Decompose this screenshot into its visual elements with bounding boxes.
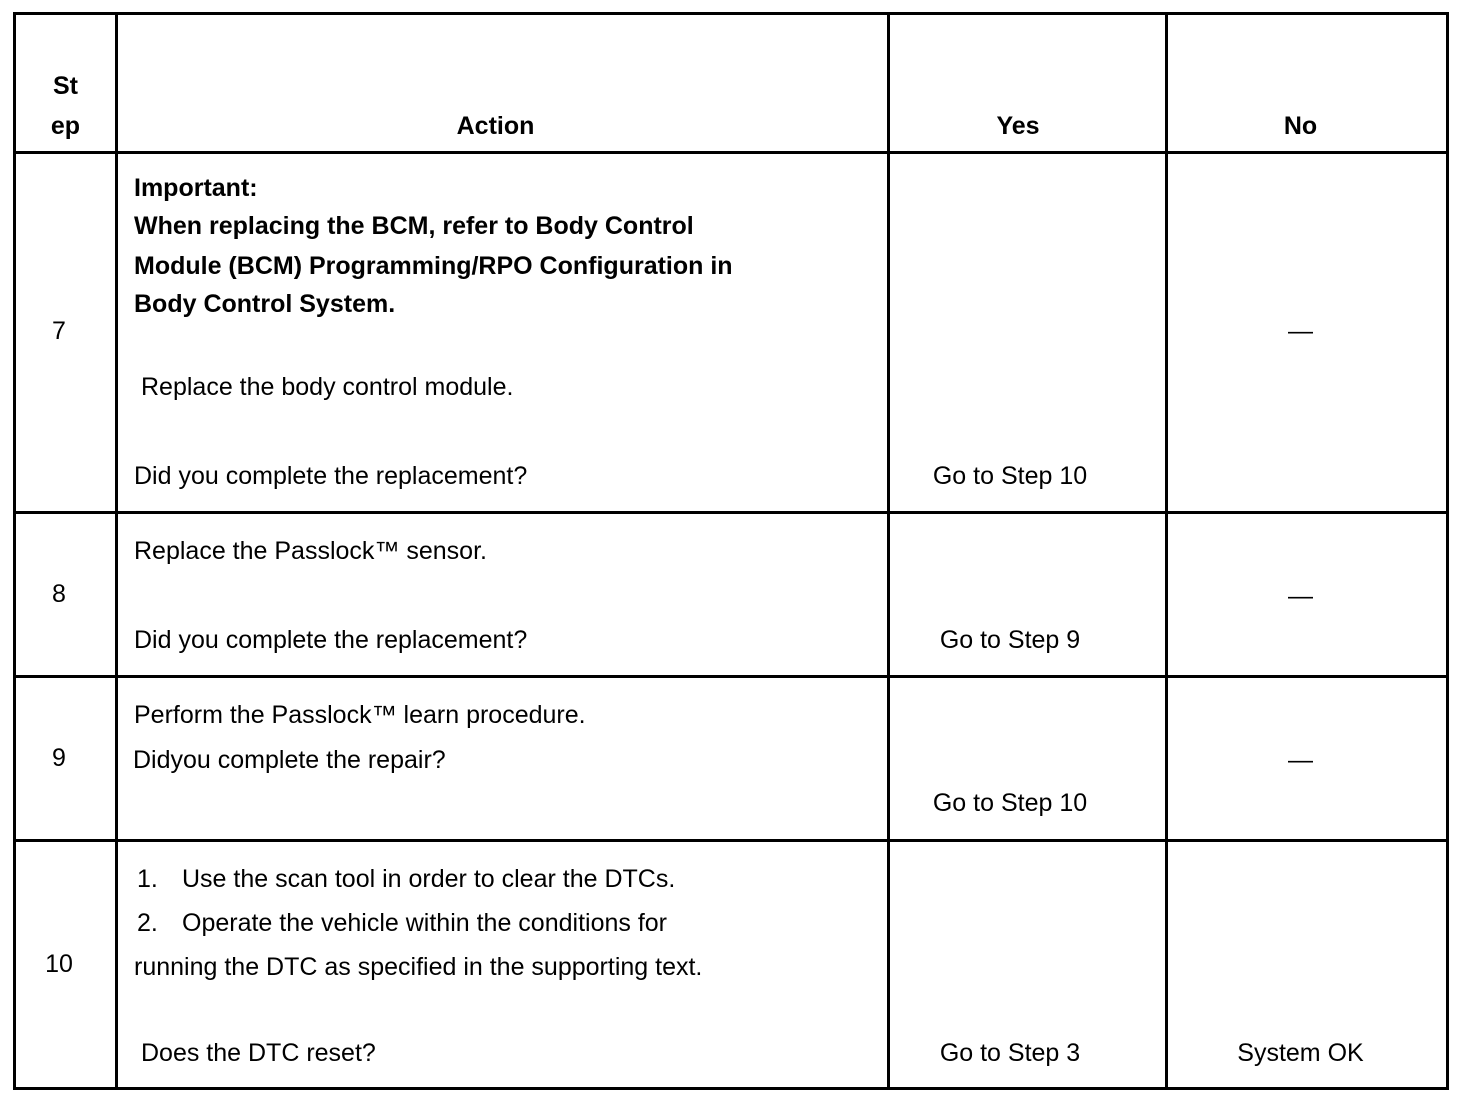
list-item-text: Operate the vehicle within the conditions for bbox=[182, 909, 667, 937]
no-result: — bbox=[1288, 582, 1313, 610]
header-no: No bbox=[1283, 112, 1318, 140]
row-divider bbox=[13, 511, 1449, 514]
action-question: Did you complete the replacement? bbox=[134, 626, 528, 654]
step-number: 9 bbox=[52, 744, 66, 772]
action-question: Didyou complete the repair? bbox=[133, 746, 446, 774]
table-border-right bbox=[1446, 12, 1449, 1090]
header-action: Action bbox=[456, 112, 535, 140]
list-continuation: running the DTC as specified in the supporting text. bbox=[134, 953, 703, 981]
header-step-line2: ep bbox=[50, 112, 81, 140]
column-divider bbox=[1165, 12, 1168, 1090]
no-result: — bbox=[1288, 746, 1313, 774]
header-divider bbox=[13, 151, 1449, 154]
row-divider bbox=[13, 839, 1449, 842]
header-step-line1: St bbox=[53, 72, 78, 100]
important-heading: Important: bbox=[134, 174, 258, 202]
list-item-text: Use the scan tool in order to clear the DTCs. bbox=[182, 865, 676, 893]
step-number: 10 bbox=[45, 950, 73, 978]
step-number: 7 bbox=[52, 317, 66, 345]
step-number: 8 bbox=[52, 580, 66, 608]
yes-result: Go to Step 9 bbox=[939, 626, 1081, 654]
yes-result: Go to Step 10 bbox=[932, 462, 1088, 490]
yes-result: Go to Step 10 bbox=[932, 789, 1088, 817]
column-divider bbox=[887, 12, 890, 1090]
table-border-left bbox=[13, 12, 16, 1090]
list-item-number: 2. bbox=[137, 909, 158, 937]
action-instruction: Replace the body control module. bbox=[141, 373, 514, 401]
action-question: Did you complete the replacement? bbox=[134, 462, 528, 490]
diagnostic-table bbox=[13, 12, 1449, 1090]
list-item-number: 1. bbox=[137, 865, 158, 893]
action-instruction: Perform the Passlock™ learn procedure. bbox=[134, 701, 586, 729]
table-border-top bbox=[13, 12, 1449, 15]
row-divider bbox=[13, 675, 1449, 678]
no-result: System OK bbox=[1237, 1039, 1364, 1067]
yes-result: Go to Step 3 bbox=[939, 1039, 1081, 1067]
important-note-line: Body Control System. bbox=[134, 290, 396, 318]
important-note-line: When replacing the BCM, refer to Body Control bbox=[134, 212, 694, 240]
action-instruction: Replace the Passlock™ sensor. bbox=[134, 537, 487, 565]
important-note-line: Module (BCM) Programming/RPO Configuration in bbox=[134, 252, 733, 280]
action-question: Does the DTC reset? bbox=[141, 1039, 376, 1067]
column-divider bbox=[115, 12, 118, 1090]
no-result: — bbox=[1288, 317, 1313, 345]
table-border-bottom bbox=[13, 1087, 1449, 1090]
header-yes: Yes bbox=[996, 112, 1040, 140]
